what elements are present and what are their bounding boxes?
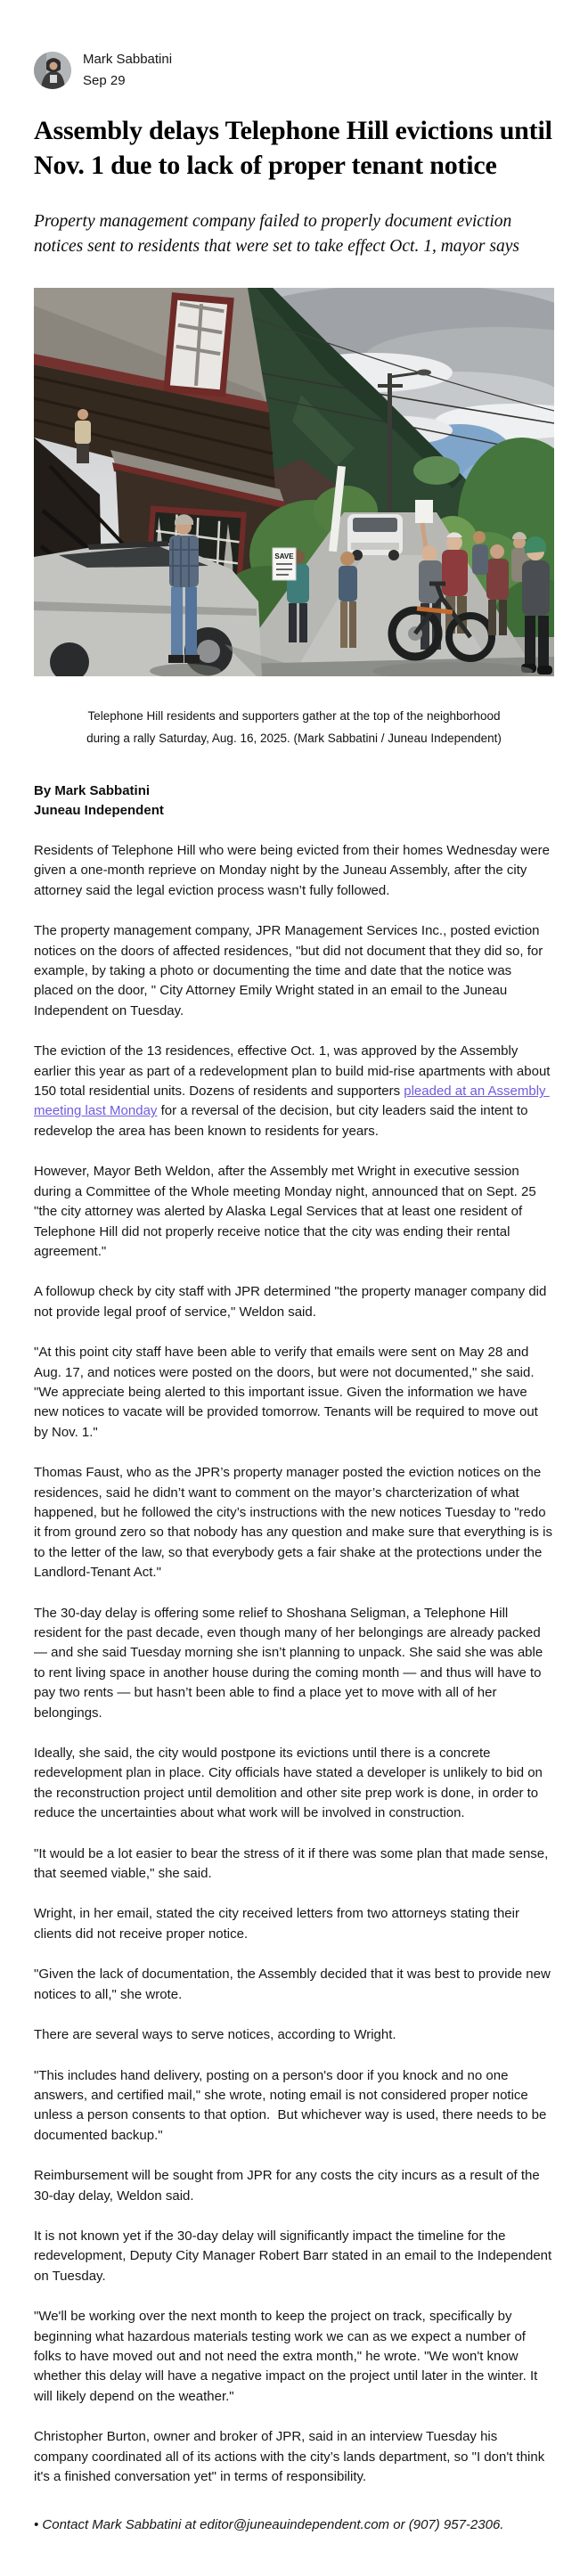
article-figure bbox=[34, 288, 554, 749]
paragraph: "It would be a lot easier to bear the stress of it if there was some plan that made sense, that seemed viable," she said. bbox=[34, 1845, 552, 1882]
paragraph: "We'll be working over the next month to keep the project on track, specifically by beginning what hazardous materials testing work we can as we expect a number of folks to have moved out and not need the extra month," he wrote. "We won't know whether this delay will have a negative impact on the project until later in the winter. It will likely depend on the weather." bbox=[34, 2309, 542, 2404]
paragraph-with-link bbox=[34, 1042, 554, 1141]
paragraph-text: The eviction of the 13 residences, effective Oct. 1, was approved by the Assembly earlier this year as part of a redevelopment plan to build mid-rise apartments with about 150 total residential units. Dozens of residents and supporters bbox=[34, 1043, 554, 1100]
assembly-meeting-link[interactable]: pleaded at an Assembly meeting last Monday bbox=[34, 1084, 550, 1119]
photo-sign-text: SAVE bbox=[274, 552, 294, 560]
rally-photo-illustration bbox=[34, 288, 554, 676]
paragraph: A followup check by city staff with JPR determined "the property manager company did not provide legal proof of service," Weldon said. bbox=[34, 1284, 551, 1320]
byline-publication: Juneau Independent bbox=[34, 803, 164, 818]
article-photo bbox=[34, 288, 554, 676]
paragraph: The 30-day delay is offering some relief to Shoshana Seligman, a Telephone Hill resident for the past decade, even though many of her belongings are already packed — and she said Tuesday morning she isn’t planning to unpack. She said she was able to rent living space in another house during the coming month — and thus will have to pay two rents — but hasn’t been able to find a place yet to move with all of her belongings. bbox=[34, 1605, 547, 1721]
paragraph: There are several ways to serve notices, according to Wright. bbox=[34, 2027, 396, 2043]
paragraph: However, Mayor Beth Weldon, after the Assembly met Wright in executive session during a Committee of the Whole meeting Monday night, announced that on Sept. 25 "the city attorney was alerted by Alaska Legal Services that at least one resident of Telephone Hill did not properly receive notice that the city was ending their rental agreement." bbox=[34, 1164, 540, 1259]
paragraph: "This includes hand delivery, posting on a person's door if you knock and no one answers, and certified mail," she wrote, noting email is not considered proper notice unless a person consents to that option. But whichever way is used, there needs to be documented backup." bbox=[34, 2067, 551, 2143]
article-title: Assembly delays Telephone Hill evictions until Nov. 1 due to lack of proper tenant notice bbox=[34, 116, 552, 180]
byline-author: By Mark Sabbatini bbox=[34, 783, 151, 798]
paragraph: Reimbursement will be sought from JPR for any costs the city incurs as a result of the 30-day delay, Weldon said. bbox=[34, 2168, 543, 2204]
author-meta bbox=[83, 49, 172, 92]
contact-line[interactable]: • Contact Mark Sabbatini at editor@juneauindependent.com or (907) 957-2306. bbox=[34, 2517, 504, 2533]
article-subtitle: Property management company failed to properly document eviction notices sent to residents that were set to take effect Oct. 1, mayor says bbox=[34, 212, 519, 256]
paragraph: It is not known yet if the 30-day delay will significantly impact the timeline for the redevelopment, Deputy City Manager Robert Barr stated in an email to the Independent on Tuesday. bbox=[34, 2228, 556, 2284]
paragraph: Wright, in her email, stated the city received letters from two attorneys stating their clients did not receive proper notice. bbox=[34, 1906, 524, 1942]
paragraph: "At this point city staff have been able to verify that emails were sent on May 28 and Aug. 17, and notices were posted on the doors, but were not documented," she said. "We appreciate being alerted to this important issue. Given the information we have new notices to vacate will be provided tomorrow. Tenants will be required to move out by Nov. 1." bbox=[34, 1345, 543, 1440]
paragraph: "Given the lack of documentation, the Assembly decided that it was best to provide new notices to all," she wrote. bbox=[34, 1967, 554, 2002]
paragraph: The property management company, JPR Management Services Inc., posted eviction notices on the doors of affected residences, "but did not document that they did so, for example, by taking a photo or documenting the time and date that the notice was placed on the door, " City Attorney Emily Wright stated in an email to the Juneau Independent on Tuesday. bbox=[34, 923, 547, 1018]
paragraph: Ideally, she said, the city would postpone its evictions until there is a concrete redevelopment plan in place. City officials have stated a developer is unlikely to bid on the reconstruction project until demolition and other site prep work is done, in order to reduce the uncertainties about what work will be involved in construction. bbox=[34, 1746, 547, 1821]
paragraph: Thomas Faust, who as the JPR’s property manager posted the eviction notices on the residences, said he didn’t want to comment on the mayor’s charcterization of what happened, but he followed the city’s instructions with the new notices Tuesday to "redo it from ground zero so that nobody has any question and make sure that everything is is to the letter of the law, so that everybody gets a fair shake at the protections under the Landlord-Tenant Act." bbox=[34, 1465, 557, 1581]
photo-caption: Telephone Hill residents and supporters gather at the top of the neighborhood during a rally Saturday, Aug. 16, 2025. (Mark Sabbatini / Juneau Independent) bbox=[86, 709, 502, 745]
post-date: Sep 29 bbox=[83, 73, 126, 88]
author-row bbox=[34, 49, 554, 92]
paragraph: Residents of Telephone Hill who were being evicted from their homes Wednesday were given a one-month reprieve on Monday night by the Juneau Assembly, after the city attorney said the legal eviction process wasn’t fully followed. bbox=[34, 843, 554, 898]
author-photo-icon bbox=[34, 52, 71, 89]
avatar[interactable] bbox=[34, 52, 71, 89]
byline bbox=[34, 781, 554, 821]
paragraph: Christopher Burton, owner and broker of JPR, said in an interview Tuesday his company coordinated all of its actions with the city’s lands department, so "I don't think it's a finished conversation yet" in terms of responsibility. bbox=[34, 2429, 549, 2484]
author-name[interactable]: Mark Sabbatini bbox=[83, 52, 173, 67]
paragraph-text: for a reversal of the decision, but city leaders said the intent to redevelop the area has been known to residents for years. bbox=[34, 1103, 532, 1139]
